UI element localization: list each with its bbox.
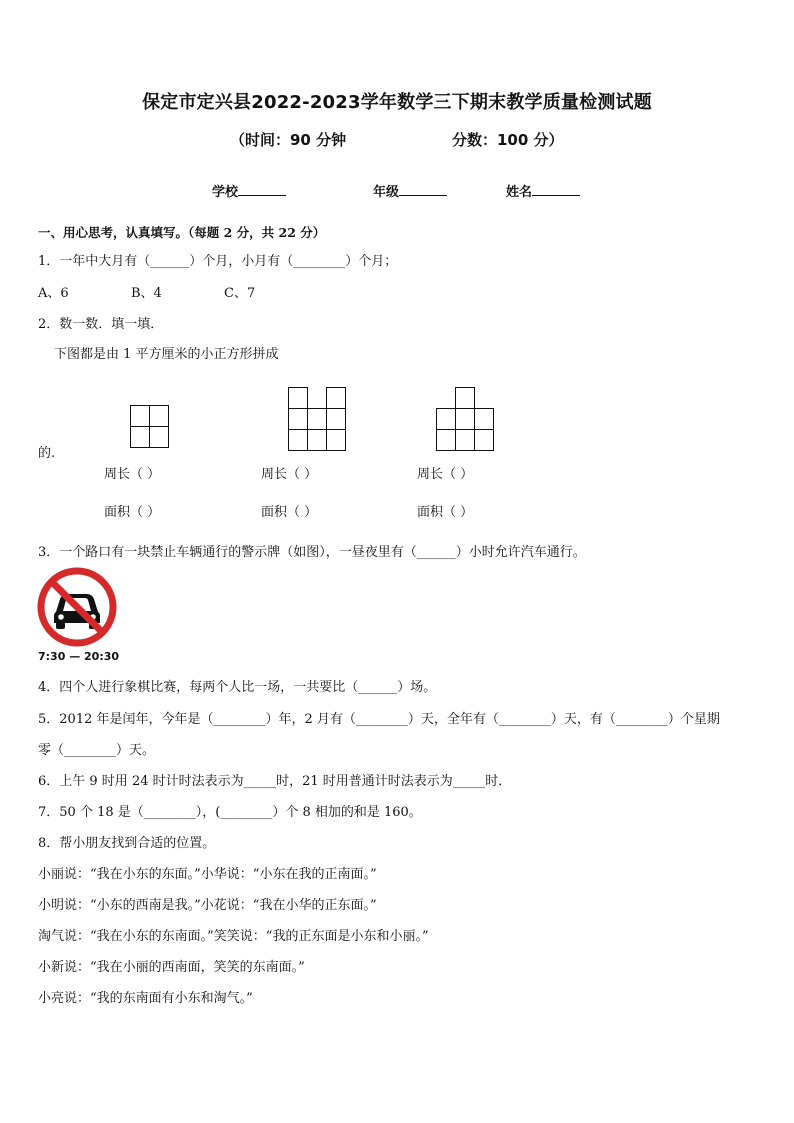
perimeter-1: 周长（ ）: [104, 467, 161, 482]
question-2-description: 下图都是由 1 平方厘米的小正方形拼成: [54, 347, 279, 362]
q8-statement-3: 淘气说：“我在小东的东南面。”笑笑说：“我的正东面是小东和小丽。”: [38, 929, 429, 944]
grade-label: 年级: [373, 185, 400, 200]
question-6: 6．上午 9 时用 24 时计时法表示为_____时，21 时用普通计时法表示为_____时．: [38, 774, 512, 789]
q1-option-c: C、7: [224, 286, 256, 301]
question-5-line-2: 零（________）天。: [38, 743, 156, 758]
q8-statement-1: 小丽说：“我在小东的东面。”小华说：“小东在我的正南面。”: [38, 867, 377, 882]
area-1: 面积（ ）: [104, 505, 161, 520]
question-2: 2．数一数．填一填．: [38, 317, 164, 332]
question-1: 1．一年中大月有（______）个月，小月有（________）个月；: [38, 254, 398, 269]
q8-statement-2: 小明说：“小东的西南是我。”小花说：“我在小华的正东面。”: [38, 898, 377, 913]
section-heading: 一、用心思考，认真填写。（每题 2 分，共 22 分）: [38, 225, 326, 240]
name-field[interactable]: [506, 181, 580, 200]
question-2-de: 的.: [38, 446, 56, 461]
q1-option-b: B、4: [131, 286, 162, 301]
question-3: 3．一个路口有一块禁止车辆通行的警示牌（如图），一昼夜里有（______）小时允许汽车通行。: [38, 545, 586, 560]
school-label: 学校: [212, 185, 239, 200]
q8-statement-4: 小新说：“我在小丽的西南面，笑笑的东南面。”: [38, 960, 305, 975]
q1-option-a: A、6: [38, 286, 69, 301]
exam-time: （时间：90 分钟: [230, 131, 347, 149]
question-5-line-1: 5．2012 年是闰年，今年是（________）年，2 月有（________）天，全年有（________）天，有（________）个星期: [38, 712, 720, 727]
grade-blank[interactable]: [399, 183, 447, 196]
page-title: 保定市定兴县2022-2023学年数学三下期末教学质量检测试题: [142, 92, 652, 113]
area-3: 面积（ ）: [417, 505, 474, 520]
sign-time-range: 7:30 — 20:30: [38, 650, 120, 663]
question-4: 4．四个人进行象棋比赛，每两个人比一场，一共要比（______）场。: [38, 680, 437, 695]
exam-score: 分数：100 分）: [452, 131, 564, 149]
school-blank[interactable]: [238, 183, 286, 196]
name-blank[interactable]: [532, 183, 580, 196]
perimeter-2: 周长（ ）: [261, 467, 318, 482]
question-7: 7．50 个 18 是（________），(________）个 8 相加的和是 160。: [38, 805, 422, 820]
q8-statement-5: 小亮说：“我的东南面有小东和淘气。”: [38, 991, 253, 1006]
no-vehicles-sign-icon: [36, 566, 118, 648]
area-2: 面积（ ）: [261, 505, 318, 520]
name-label: 姓名: [506, 185, 533, 200]
grade-field[interactable]: [373, 181, 447, 200]
school-field[interactable]: [212, 181, 286, 200]
question-8: 8．帮小朋友找到合适的位置。: [38, 836, 216, 851]
perimeter-3: 周长（ ）: [417, 467, 474, 482]
